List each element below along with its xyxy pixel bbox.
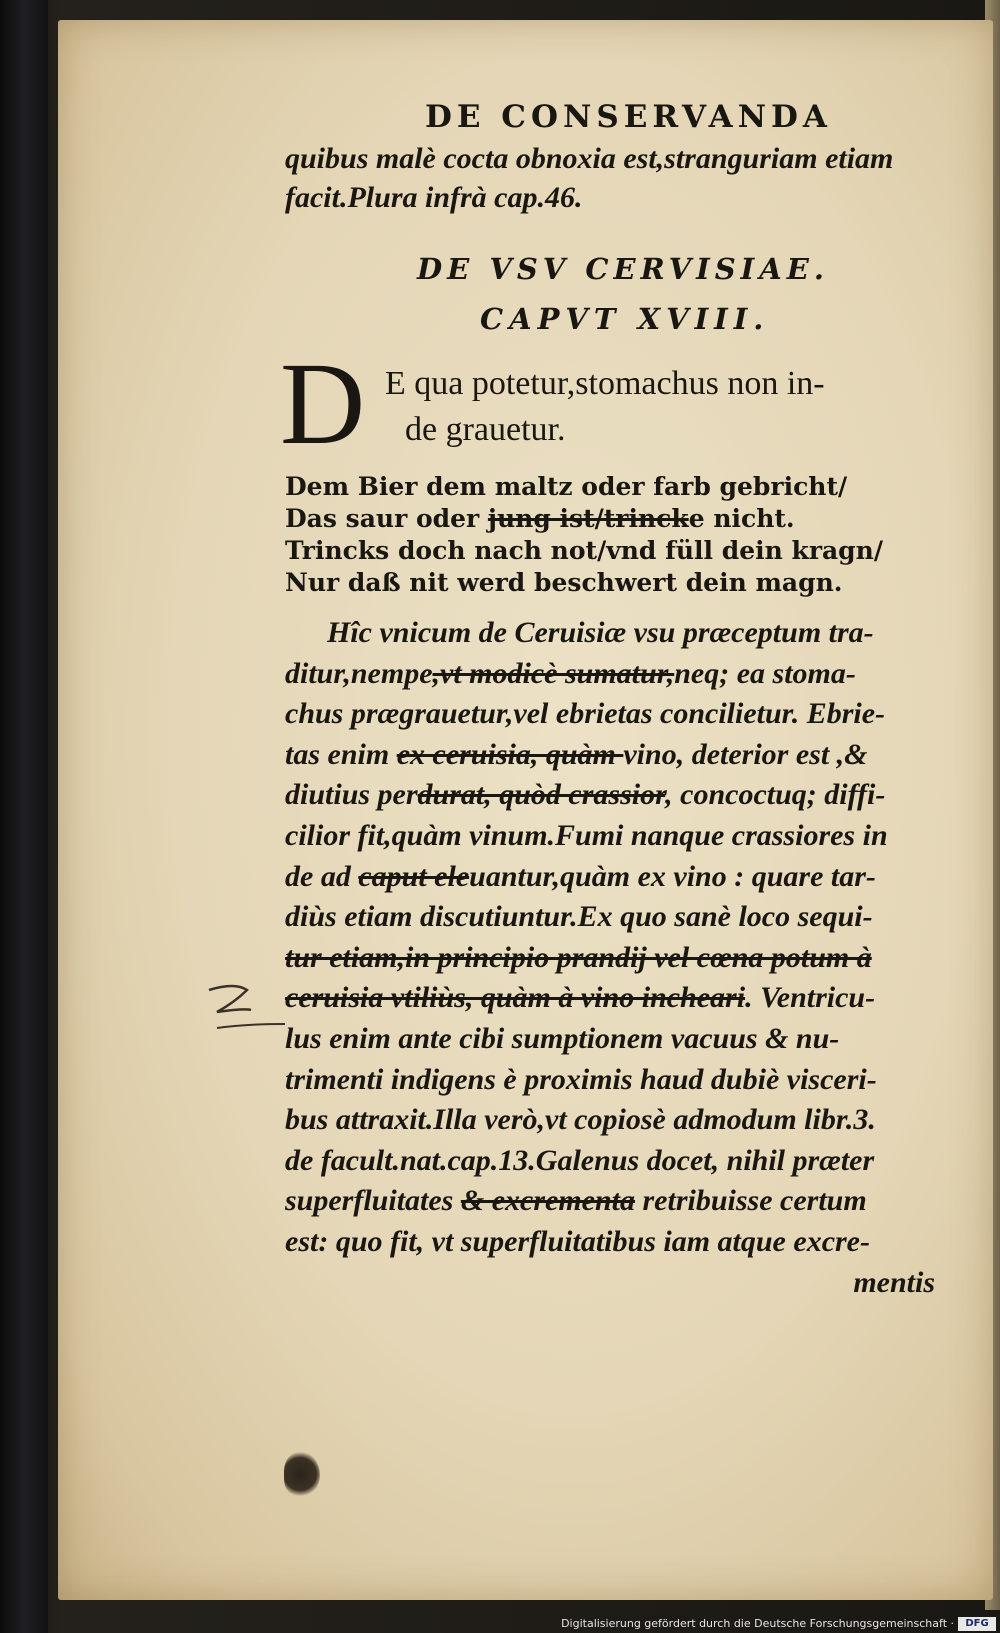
- struck-text: jung ist/trinck: [487, 504, 689, 533]
- digitization-credit: Digitalisierung gefördert durch die Deutsche Forschungsgemeinschaft ·: [561, 1617, 954, 1630]
- struck-text: ex ceruisia, quàm: [396, 737, 624, 771]
- book-binding: [0, 0, 48, 1633]
- body-line: ceruisia vtiliùs, quàm à vino incheari. Ventricu-: [285, 981, 876, 1015]
- body-line: superfluitates & excrementa retribuisse certum: [285, 1184, 867, 1218]
- page-text-block: [280, 95, 965, 1303]
- verse-line: Das saur oder jung ist/trincke nicht.: [285, 504, 795, 533]
- opening-text: [385, 361, 825, 453]
- body-line: de facult.nat.cap.13.Galenus docet, nihil præter: [285, 1143, 875, 1177]
- body-line: [285, 938, 965, 979]
- body-line: ditur,nempe,vt modicè sumatur,neq; ea stoma-: [285, 656, 856, 690]
- body-line: lus enim ante cibi sumptionem vacuus & nu-: [285, 1021, 840, 1055]
- verse-line: Nur daß nit werd beschwert dein magn.: [285, 568, 843, 597]
- dfg-logo: DFG: [958, 1617, 996, 1631]
- struck-text: & excrementa: [460, 1184, 635, 1218]
- body-text: [285, 613, 965, 1303]
- drop-cap: D: [280, 338, 366, 469]
- body-line: Hîc vnicum de Ceruisiæ vsu præceptum tra-: [327, 616, 874, 649]
- chapter-title: DE VSV CERVISIAE.: [417, 252, 829, 286]
- ink-blot: [284, 1452, 320, 1496]
- body-line: tas enim ex ceruisia, quàm vino, deterior est ,&: [285, 737, 868, 771]
- body-line: trimenti indigens è proximis haud dubiè visceri-: [285, 1062, 877, 1096]
- opening-line: E qua potetur,stomachus non in-: [385, 365, 825, 402]
- verse-line: Trincks doch nach not/vnd füll dein kragn/: [285, 536, 883, 565]
- body-line: de ad caput eleuantur,quàm ex vino : quare tar-: [285, 859, 876, 893]
- intro-line: quibus malè cocta obnoxia est,stranguriam etiam: [285, 142, 894, 175]
- running-head: DE CONSERVANDA: [425, 99, 832, 135]
- struck-text: caput ele: [358, 859, 470, 893]
- struck-text: ceruisia vtiliùs, quàm à vino incheari: [285, 981, 746, 1015]
- marginal-ink-mark: [205, 980, 285, 1040]
- chapter-number: CAPVT XVIII.: [480, 302, 770, 336]
- struck-text: tur etiam,in principio prandij vel cœna potum à: [285, 940, 872, 974]
- german-verse: [285, 471, 965, 599]
- verse-line: Dem Bier dem maltz oder farb gebricht/: [285, 472, 848, 501]
- body-line: bus attraxit.Illa verò,vt copiosè admodum libr.3.: [285, 1103, 876, 1137]
- body-line: est: quo fit, vt superfluitatibus iam atque excre-: [285, 1224, 870, 1258]
- body-line: diutius perdurat, quòd crassior, concoctuq; diffi-: [285, 778, 886, 812]
- intro-line: facit.Plura infrà cap.46.: [285, 181, 583, 214]
- catchword: mentis: [853, 1265, 935, 1299]
- body-line: chus prægrauetur,vel ebrietas concilietur. Ebrie-: [285, 697, 886, 731]
- chapter-opening: [280, 338, 965, 469]
- body-line: diùs etiam discutiuntur.Ex quo sanè loco sequi-: [285, 900, 873, 934]
- struck-text: durat, quòd crassior: [417, 778, 666, 812]
- struck-text: ,vt modicè sumatur,: [432, 656, 675, 690]
- body-line: cilior fit,quàm vinum.Fumi nanque crassiores in: [285, 818, 888, 852]
- opening-line: de grauetur.: [405, 411, 566, 448]
